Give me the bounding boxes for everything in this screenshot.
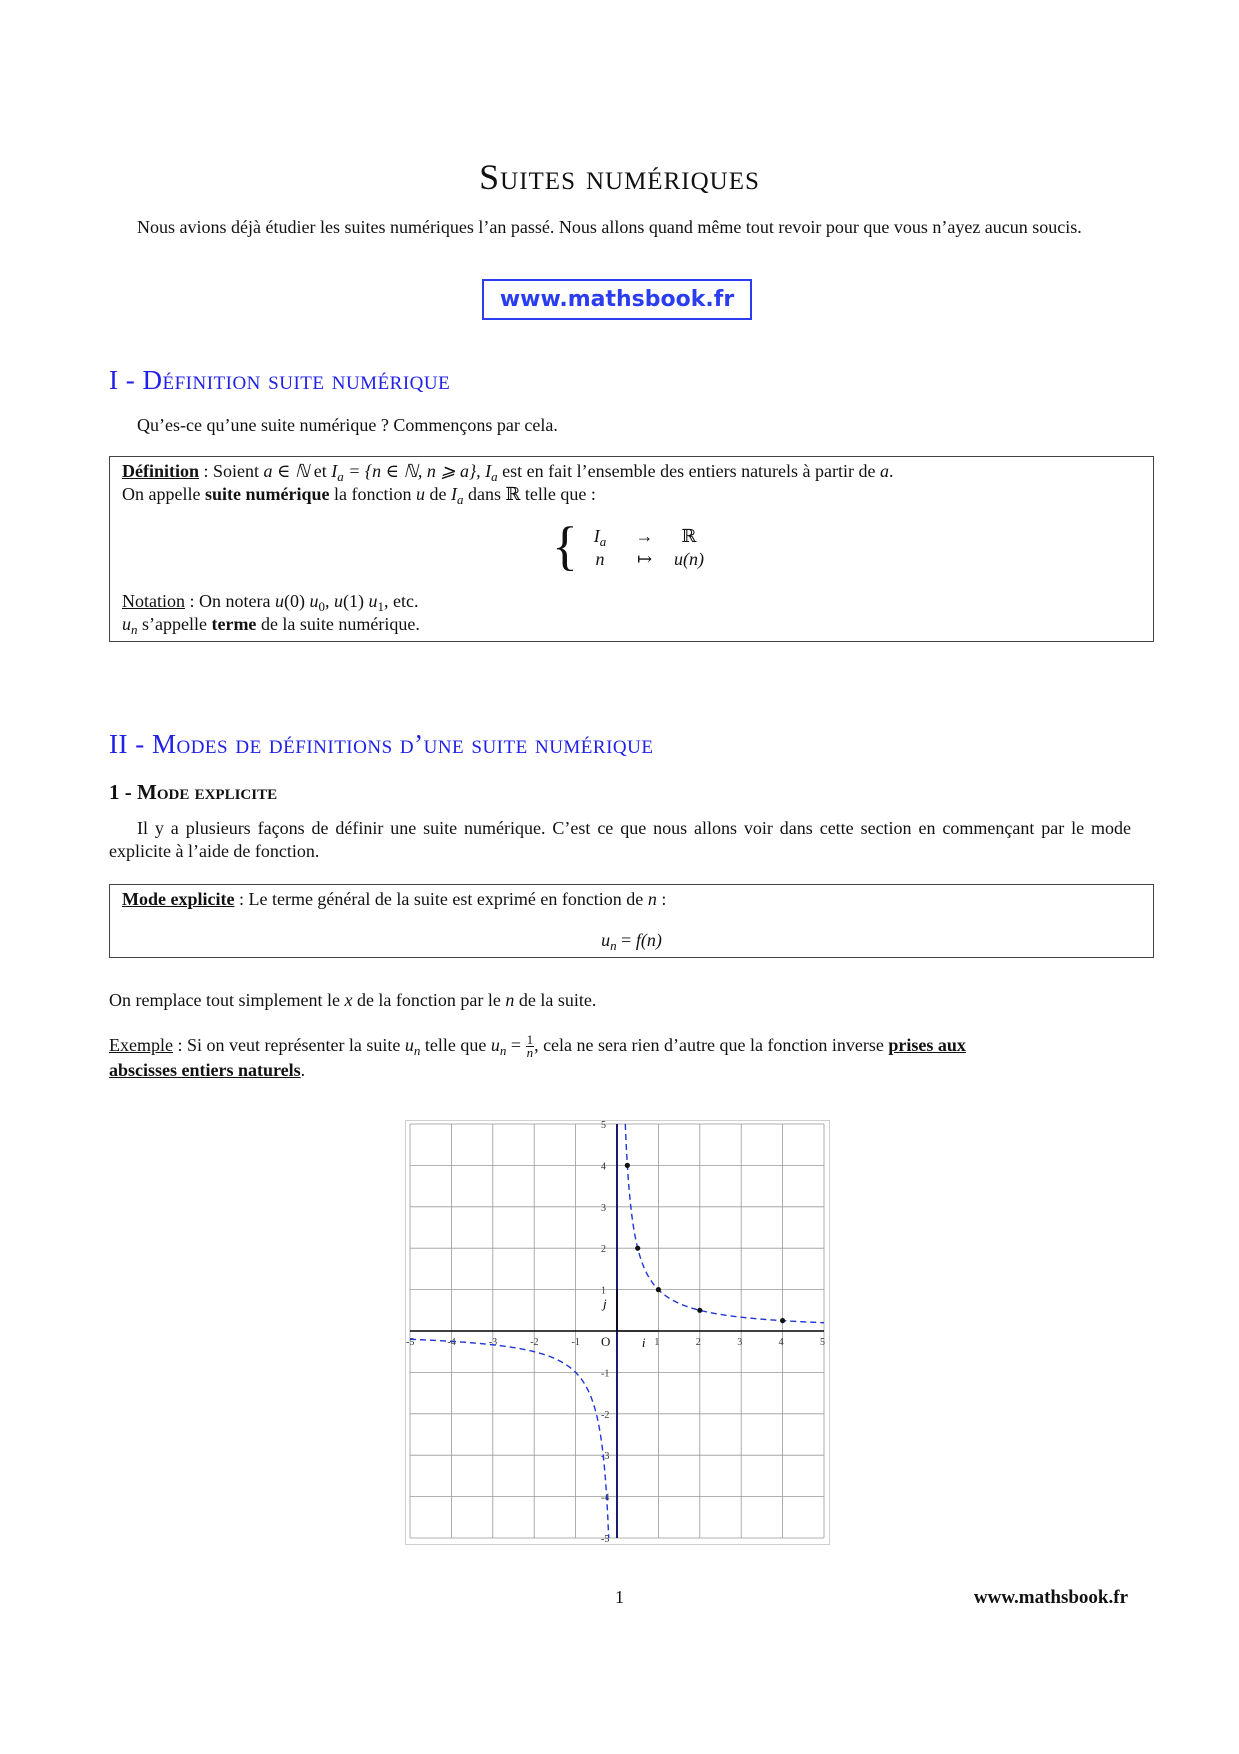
text: : <box>656 889 667 909</box>
text-bold: suite numérique <box>204 484 330 504</box>
subsection1-heading: 1 - Mode explicite <box>109 780 278 804</box>
math-sub: n <box>413 1043 421 1058</box>
text: : Soient <box>199 461 264 481</box>
text: de la suite numérique. <box>256 614 420 634</box>
example-line2 <box>109 1059 1131 1082</box>
math: f <box>635 930 641 950</box>
j-vector-label: j <box>603 1296 607 1312</box>
math: u <box>333 591 343 611</box>
y-tick-label: -4 <box>601 1492 610 1504</box>
text: . <box>300 1060 306 1080</box>
math: ℝ <box>681 526 697 546</box>
text: de <box>424 484 451 504</box>
math: I <box>331 461 338 481</box>
section2-heading: II - Modes de définitions d’une suite numérique <box>109 729 654 759</box>
y-tick-label: -2 <box>601 1409 610 1421</box>
math-sub: 0 <box>318 599 325 614</box>
origin-label: O <box>601 1334 611 1349</box>
math: I <box>485 461 492 481</box>
notation-label: Notation <box>122 591 185 611</box>
text-bold: prises aux <box>888 1035 966 1055</box>
x-tick-label: 2 <box>695 1337 701 1348</box>
x-tick-label: -5 <box>406 1337 415 1348</box>
fraction-den: n <box>526 1045 534 1061</box>
x-tick-label: 1 <box>654 1337 660 1348</box>
math: u <box>490 1035 500 1055</box>
sequence-point <box>625 1163 630 1168</box>
math: n <box>647 889 657 909</box>
mode-explicite-box <box>109 884 1154 958</box>
math: a <box>880 461 890 481</box>
text: On remplace tout simplement le <box>109 990 345 1010</box>
text: = <box>616 930 636 950</box>
math: u <box>404 1035 414 1055</box>
text-bold: terme <box>211 614 257 634</box>
text: , <box>324 591 334 611</box>
text: = <box>506 1035 526 1055</box>
footer-site: www.mathsbook.fr <box>973 1587 1128 1608</box>
math: (n) <box>640 930 662 950</box>
text: : Le terme général de la suite est exprimé en fonction de <box>234 889 648 909</box>
text: la fonction <box>329 484 416 504</box>
sequence-point <box>780 1318 785 1323</box>
sequence-point <box>635 1246 640 1251</box>
math: a ∈ ℕ <box>263 461 310 481</box>
text-bold: abscisses entiers naturels <box>109 1060 301 1080</box>
y-tick-label: 4 <box>601 1161 606 1173</box>
example-line1 <box>109 1034 1131 1062</box>
math-sub: n <box>610 938 617 953</box>
y-tick-label: -3 <box>601 1451 610 1463</box>
y-tick-label: 1 <box>601 1285 606 1297</box>
math: I <box>450 484 457 504</box>
site-link-box[interactable]: www.mathsbook.fr <box>482 279 752 320</box>
intro-paragraph: Nous avions déjà étudier les suites numériques l’an passé. Nous allons quand même tout revoir pour que vous n’ayez aucun soucis. <box>137 217 1082 237</box>
definition-box <box>109 456 1154 642</box>
text: . <box>889 461 894 481</box>
math-sub: n <box>131 622 138 637</box>
y-tick-label: 5 <box>601 1120 606 1131</box>
text: et <box>309 461 332 481</box>
x-tick-label: -3 <box>488 1337 498 1348</box>
y-tick-label: 2 <box>601 1244 606 1256</box>
arrow: ↦ <box>636 549 653 569</box>
section1-lead: Qu’es-ce qu’une suite numérique ? Commençons par cela. <box>137 415 558 435</box>
definition-line2 <box>122 483 1142 511</box>
math: u <box>368 591 378 611</box>
text: : On notera <box>185 591 275 611</box>
math-sub: n <box>499 1043 507 1058</box>
text: , cela ne sera rien d’autre que la fonction inverse <box>534 1035 889 1055</box>
math-sub: a <box>337 469 344 484</box>
mode-formula <box>110 929 1153 957</box>
math-sub: a <box>491 469 498 484</box>
x-tick-label: 3 <box>737 1337 743 1348</box>
math: u <box>122 614 131 634</box>
y-tick-label: -1 <box>601 1368 610 1380</box>
text: de la suite. <box>514 990 597 1010</box>
x-tick-label: -4 <box>447 1337 456 1348</box>
x-tick-label: -2 <box>530 1337 539 1348</box>
x-tick-label: 4 <box>778 1337 784 1348</box>
term-line <box>122 613 1142 641</box>
x-tick-label: -1 <box>571 1337 580 1348</box>
text: : Si on veut représenter la suite <box>172 1035 405 1055</box>
math: u(n) <box>674 549 704 569</box>
math: u <box>274 591 284 611</box>
math-sub: 1 <box>377 599 384 614</box>
i-vector-label: i <box>641 1335 646 1350</box>
page-title: Suites numériques <box>479 157 760 197</box>
text: (0) <box>283 591 310 611</box>
math: u <box>601 930 611 950</box>
text: On appelle <box>122 484 205 504</box>
text: s’appelle <box>137 614 212 634</box>
math: u <box>309 591 319 611</box>
y-tick-label: 3 <box>601 1202 606 1214</box>
text: est en fait l’ensemble des entiers naturels à partir de <box>497 461 881 481</box>
math-sub: a <box>599 534 607 549</box>
arrow: → <box>635 526 654 546</box>
math: n <box>595 549 605 569</box>
math-sub: a <box>456 492 464 507</box>
math: x <box>344 990 353 1010</box>
math: I <box>593 526 600 546</box>
math: = {n ∈ ℕ, n ⩾ a}, <box>343 461 486 481</box>
math: u <box>415 484 425 504</box>
math: n <box>505 990 515 1010</box>
mode-line <box>122 888 1142 911</box>
text: telle que <box>420 1035 491 1055</box>
sequence-point <box>697 1308 702 1313</box>
text: dans ℝ telle que : <box>463 484 596 504</box>
text: , etc. <box>383 591 419 611</box>
example-label: Exemple <box>109 1035 173 1055</box>
section2-paragraph: Il y a plusieurs façons de définir une suite numérique. C’est ce que nous allons voir dans cette section en commençant par le mode explicite à l’aide de fonction. <box>109 818 1131 861</box>
mode-label: Mode explicite <box>122 889 235 909</box>
x-tick-label: 5 <box>820 1337 825 1348</box>
system-brace: { <box>552 516 578 576</box>
replace-line <box>109 989 1131 1012</box>
inverse-function-chart <box>405 1120 830 1545</box>
fraction-num: 1 <box>526 1032 534 1048</box>
fraction <box>526 1034 535 1059</box>
sequence-point <box>656 1287 661 1292</box>
section1-heading: I - Définition suite numérique <box>109 365 451 395</box>
y-tick-label: -5 <box>601 1534 610 1545</box>
definition-label: Définition <box>122 461 200 481</box>
page-number: 1 <box>615 1587 624 1607</box>
text: (1) <box>342 591 369 611</box>
system-row2 <box>580 548 780 571</box>
text: de la fonction par le <box>352 990 506 1010</box>
